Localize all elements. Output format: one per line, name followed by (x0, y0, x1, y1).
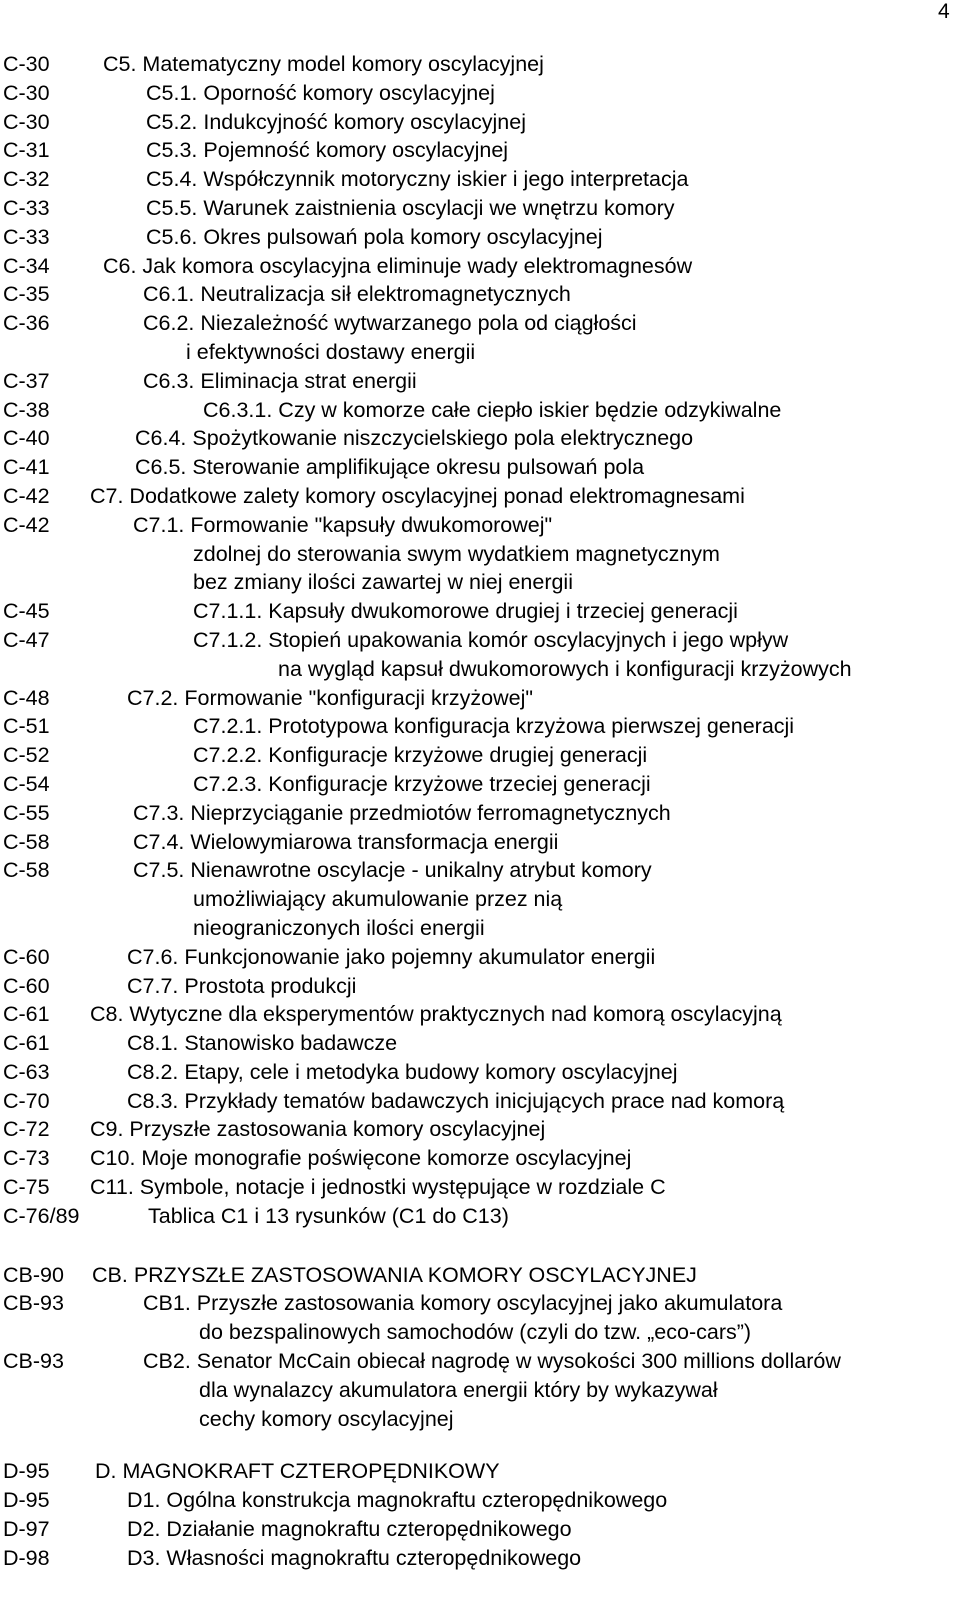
entry-title: C7.3. Nieprzyciąganie przedmiotów ferromagnetycznych (133, 800, 671, 825)
toc-entry (0, 1115, 960, 1144)
section-gap (0, 1231, 960, 1261)
entry-title: C7.7. Prostota produkcji (127, 973, 357, 998)
page-reference: C-73 (3, 1146, 50, 1171)
entry-title: CB. PRZYSZŁE ZASTOSOWANIA KOMORY OSCYLACYJNEJ (92, 1262, 697, 1287)
page-reference: C-61 (3, 1031, 50, 1056)
page-reference: C-30 (3, 80, 50, 105)
toc-entry (0, 799, 960, 828)
toc-entry-continuation (0, 885, 960, 914)
page-reference: C-31 (3, 138, 50, 163)
entry-title: C5.3. Pojemność komory oscylacyjnej (146, 138, 509, 163)
toc-entry-continuation (0, 540, 960, 569)
toc-entry (0, 424, 960, 453)
toc-entry (0, 741, 960, 770)
page-reference: C-63 (3, 1059, 50, 1084)
toc-entry (0, 194, 960, 223)
toc-entry (0, 1515, 960, 1544)
page-reference: C-58 (3, 829, 50, 854)
toc-entry (0, 1457, 960, 1486)
entry-title: C7.2.3. Konfiguracje krzyżowe trzeciej generacji (193, 771, 651, 796)
toc-entry (0, 309, 960, 338)
page-reference: C-33 (3, 195, 50, 220)
toc-entry (0, 165, 960, 194)
entry-title: C8.3. Przykłady tematów badawczych inicjujących prace nad komorą (127, 1088, 785, 1113)
entry-title: C6.1. Neutralizacja sił elektromagnetycznych (143, 282, 571, 307)
toc-entry (0, 828, 960, 857)
toc-entry (0, 453, 960, 482)
toc-entry (0, 712, 960, 741)
entry-title: C6.2. Niezależność wytwarzanego pola od ciągłości (143, 311, 637, 336)
page-reference: C-45 (3, 599, 50, 624)
toc-entry (0, 856, 960, 885)
toc-entry (0, 1058, 960, 1087)
page-reference: C-51 (3, 714, 50, 739)
toc-entry (0, 108, 960, 137)
toc-entry (0, 396, 960, 425)
page-reference: D-98 (3, 1545, 50, 1570)
entry-title: D. MAGNOKRAFT CZTEROPĘDNIKOWY (95, 1459, 500, 1484)
page-reference: CB-90 (3, 1262, 64, 1287)
page-reference: C-33 (3, 224, 50, 249)
entry-title: C7.1.2. Stopień upakowania komór oscylacyjnych i jego wpływ (193, 627, 789, 652)
page-reference: C-47 (3, 627, 50, 652)
entry-title: bez zmiany ilości zawartej w niej energii (193, 570, 573, 595)
toc-entry-continuation (0, 1405, 960, 1434)
toc-entry-continuation (0, 338, 960, 367)
toc-entry (0, 223, 960, 252)
entry-title: C5.6. Okres pulsowań pola komory oscylacyjnej (146, 224, 603, 249)
table-of-contents (0, 50, 960, 1573)
entry-title: C5.1. Oporność komory oscylacyjnej (146, 80, 495, 105)
entry-title: C7.6. Funkcjonowanie jako pojemny akumulator energii (127, 944, 656, 969)
entry-title: C6.3. Eliminacja strat energii (143, 368, 417, 393)
entry-title: C5.4. Współczynnik motoryczny iskier i jego interpretacja (146, 167, 689, 192)
page-reference: C-37 (3, 368, 50, 393)
toc-entry (0, 1289, 960, 1318)
page-reference: C-52 (3, 743, 50, 768)
page-reference: CB-93 (3, 1349, 64, 1374)
toc-entry (0, 1544, 960, 1573)
page-reference: C-54 (3, 771, 50, 796)
entry-title: nieograniczonych ilości energii (193, 915, 485, 940)
page-reference: D-95 (3, 1488, 50, 1513)
entry-title: dla wynalazcy akumulatora energii który by wykazywał (199, 1377, 718, 1402)
entry-title: i efektywności dostawy energii (186, 339, 476, 364)
toc-entry (0, 1486, 960, 1515)
page-reference: C-60 (3, 973, 50, 998)
entry-title: C10. Moje monografie poświęcone komorze oscylacyjnej (90, 1146, 632, 1171)
entry-title: zdolnej do sterowania swym wydatkiem magnetycznym (193, 541, 720, 566)
toc-entry (0, 50, 960, 79)
entry-title: C7.1. Formowanie "kapsuły dwukomorowej" (133, 512, 553, 537)
toc-entry-continuation (0, 914, 960, 943)
entry-title: C7.1.1. Kapsuły dwukomorowe drugiej i trzeciej generacji (193, 599, 738, 624)
page-reference: C-75 (3, 1175, 50, 1200)
toc-entry (0, 597, 960, 626)
toc-entry (0, 1144, 960, 1173)
toc-entry (0, 367, 960, 396)
entry-title: C6.5. Sterowanie amplifikujące okresu pulsowań pola (135, 455, 645, 480)
toc-entry (0, 1173, 960, 1202)
entry-title: do bezspalinowych samochodów (czyli do tzw. „eco-cars”) (199, 1320, 752, 1345)
entry-title: C8.1. Stanowisko badawcze (127, 1031, 398, 1056)
toc-entry (0, 79, 960, 108)
entry-title: C5.5. Warunek zaistnienia oscylacji we wnętrzu komory (146, 195, 675, 220)
entry-title: CB2. Senator McCain obiecał nagrodę w wysokości 300 millions dollarów (143, 1349, 841, 1374)
toc-entry (0, 1347, 960, 1376)
entry-title: C7.4. Wielowymiarowa transformacja energii (133, 829, 559, 854)
toc-entry (0, 770, 960, 799)
page-reference: C-40 (3, 426, 50, 451)
toc-entry (0, 136, 960, 165)
page-reference: C-38 (3, 397, 50, 422)
page-number: 4 (938, 0, 950, 23)
entry-title: D1. Ogólna konstrukcja magnokraftu czteropędnikowego (127, 1488, 668, 1513)
toc-entry (0, 972, 960, 1001)
page-reference: C-61 (3, 1002, 50, 1027)
entry-title: cechy komory oscylacyjnej (199, 1406, 454, 1431)
page-reference: C-34 (3, 253, 50, 278)
entry-title: C7.2.1. Prototypowa konfiguracja krzyżowa pierwszej generacji (193, 714, 795, 739)
toc-entry (0, 1000, 960, 1029)
entry-title: C6.4. Spożytkowanie niszczycielskiego pola elektrycznego (135, 426, 694, 451)
page-reference: C-35 (3, 282, 50, 307)
page-reference: C-70 (3, 1088, 50, 1113)
toc-entry (0, 1029, 960, 1058)
entry-title: D3. Własności magnokraftu czteropędnikowego (127, 1545, 582, 1570)
entry-title: C7.2. Formowanie "konfiguracji krzyżowej" (127, 685, 533, 710)
toc-entry-continuation (0, 1318, 960, 1347)
entry-title: C7. Dodatkowe zalety komory oscylacyjnej ponad elektromagnesami (90, 483, 745, 508)
toc-entry (0, 482, 960, 511)
page-reference: D-95 (3, 1459, 50, 1484)
page-reference: C-76/89 (3, 1203, 80, 1228)
toc-entry (0, 280, 960, 309)
entry-title: C5.2. Indukcyjność komory oscylacyjnej (146, 109, 526, 134)
page-reference: C-58 (3, 858, 50, 883)
page-reference: C-55 (3, 800, 50, 825)
entry-title: Tablica C1 i 13 rysunków (C1 do C13) (148, 1203, 509, 1228)
toc-entry (0, 252, 960, 281)
toc-entry (0, 511, 960, 540)
page-reference: CB-93 (3, 1291, 64, 1316)
entry-title: na wygląd kapsuł dwukomorowych i konfiguracji krzyżowych (278, 656, 852, 681)
entry-title: C7.5. Nienawrotne oscylacje - unikalny atrybut komory (133, 858, 652, 883)
toc-entry-continuation (0, 568, 960, 597)
toc-entry-continuation (0, 655, 960, 684)
page-reference: C-30 (3, 109, 50, 134)
entry-title: C6. Jak komora oscylacyjna eliminuje wady elektromagnesów (103, 253, 693, 278)
page-reference: C-36 (3, 311, 50, 336)
entry-title: D2. Działanie magnokraftu czteropędnikowego (127, 1517, 572, 1542)
entry-title: CB1. Przyszłe zastosowania komory oscylacyjnej jako akumulatora (143, 1291, 783, 1316)
page-reference: D-97 (3, 1517, 50, 1542)
toc-entry (0, 1087, 960, 1116)
entry-title: C8.2. Etapy, cele i metodyka budowy komory oscylacyjnej (127, 1059, 678, 1084)
page-reference: C-48 (3, 685, 50, 710)
page-reference: C-30 (3, 52, 50, 76)
entry-title: umożliwiający akumulowanie przez nią (193, 887, 563, 912)
entry-title: C8. Wytyczne dla eksperymentów praktycznych nad komorą oscylacyjną (90, 1002, 782, 1027)
toc-entry (0, 943, 960, 972)
page-reference: C-32 (3, 167, 50, 192)
entry-title: C5. Matematyczny model komory oscylacyjnej (103, 52, 544, 76)
page-reference: C-60 (3, 944, 50, 969)
entry-title: C6.3.1. Czy w komorze całe ciepło iskier będzie odzykiwalne (203, 397, 782, 422)
entry-title: C9. Przyszłe zastosowania komory oscylacyjnej (90, 1117, 546, 1142)
toc-entry (0, 626, 960, 655)
page-reference: C-42 (3, 512, 50, 537)
toc-entry (0, 684, 960, 713)
entry-title: C7.2.2. Konfiguracje krzyżowe drugiej generacji (193, 743, 648, 768)
toc-entry-continuation (0, 1376, 960, 1405)
page-reference: C-72 (3, 1117, 50, 1142)
section-gap (0, 1433, 960, 1457)
toc-entry (0, 1261, 960, 1290)
entry-title: C11. Symbole, notacje i jednostki występujące w rozdziale C (90, 1175, 666, 1200)
toc-entry (0, 1202, 960, 1231)
page-reference: C-41 (3, 455, 50, 480)
page-reference: C-42 (3, 483, 50, 508)
